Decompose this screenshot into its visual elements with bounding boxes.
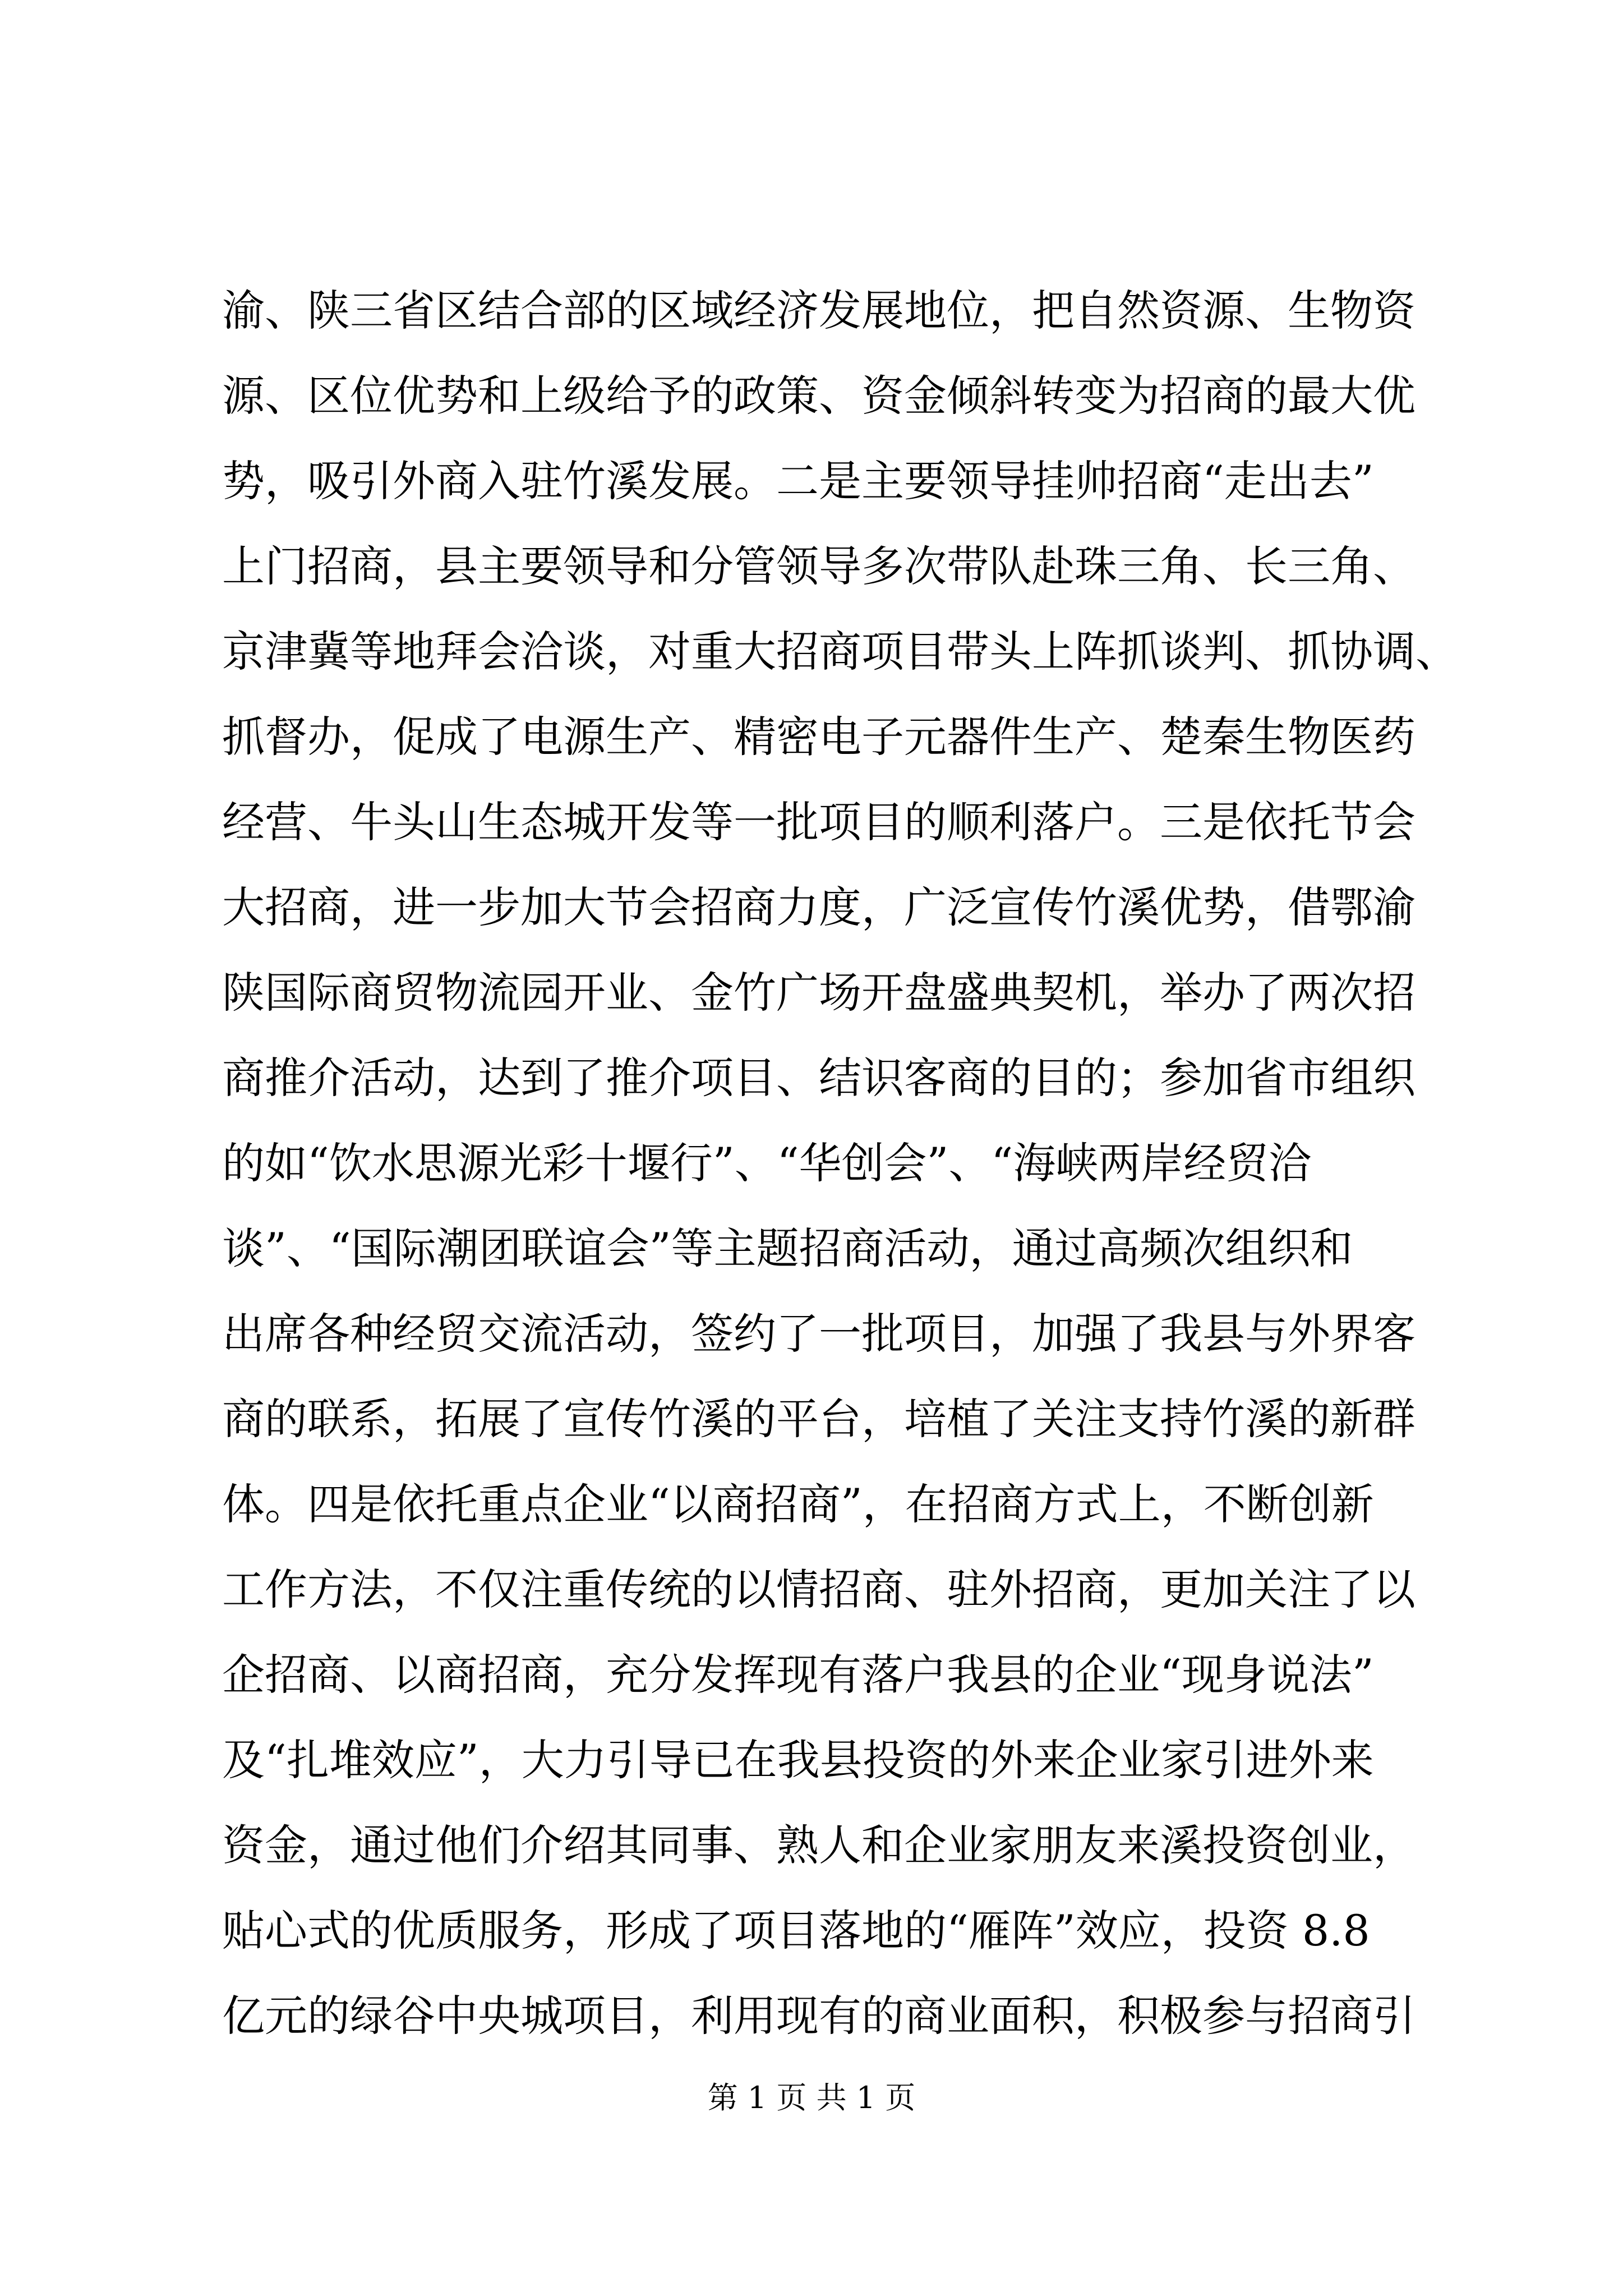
text-line: 陕国际商贸物流园开业、金竹广场开盘盛典契机，举办了两次招 [222, 968, 1415, 1018]
text-line: 渝、陕三省区结合部的区域经济发展地位，把自然资源、生物资 [222, 286, 1415, 335]
text-line: 商的联系，拓展了宣传竹溪的平台，培植了关注支持竹溪的新群 [222, 1394, 1415, 1444]
text-line: 京津冀等地拜会洽谈，对重大招商项目带头上阵抓谈判、抓协调、 [222, 627, 1458, 677]
text-line: 势，吸引外商入驻竹溪发展。二是主要领导挂帅招商“走出去” [222, 456, 1374, 506]
text-line: 大招商，进一步加大节会招商力度，广泛宣传竹溪优势，借鄂渝 [222, 882, 1415, 932]
page-footer: 第 1 页 共 1 页 [707, 2080, 916, 2115]
body-paragraph [222, 268, 1458, 2059]
text-line: 工作方法，不仅注重传统的以情招商、驻外招商，更加关注了以 [222, 1565, 1415, 1614]
text-line: 体。四是依托重点企业“以商招商”，在招商方式上，不断创新 [222, 1479, 1374, 1529]
text-line: 贴心式的优质服务，形成了项目落地的“雁阵”效应，投资 8.8 [222, 1906, 1370, 1955]
text-line: 资金，通过他们介绍其同事、熟人和企业家朋友来溪投资创业， [222, 1820, 1415, 1870]
text-line: 亿元的绿谷中央城项目，利用现有的商业面积，积极参与招商引 [222, 1991, 1415, 2041]
text-line: 企招商、以商招商，充分发挥现有落户我县的企业“现身说法” [222, 1650, 1374, 1700]
text-line: 及“扎堆效应”，大力引导已在我县投资的外来企业家引进外来 [222, 1735, 1374, 1785]
text-line: 抓督办，促成了电源生产、精密电子元器件生产、楚秦生物医药 [222, 712, 1415, 762]
text-line: 的如“饮水思源光彩十堰行”、“华创会”、“海峡两岸经贸洽 [222, 1138, 1312, 1188]
text-line: 源、区位优势和上级给予的政策、资金倾斜转变为招商的最大优 [222, 371, 1415, 421]
text-line: 谈”、“国际潮团联谊会”等主题招商活动，通过高频次组织和 [222, 1223, 1353, 1273]
text-line: 经营、牛头山生态城开发等一批项目的顺利落户。三是依托节会 [222, 797, 1415, 847]
text-line: 出席各种经贸交流活动，签约了一批项目，加强了我县与外界客 [222, 1309, 1415, 1359]
text-line: 商推介活动，达到了推介项目、结识客商的目的；参加省市组织 [222, 1053, 1415, 1103]
text-line: 上门招商，县主要领导和分管领导多次带队赴珠三角、长三角、 [222, 541, 1415, 591]
